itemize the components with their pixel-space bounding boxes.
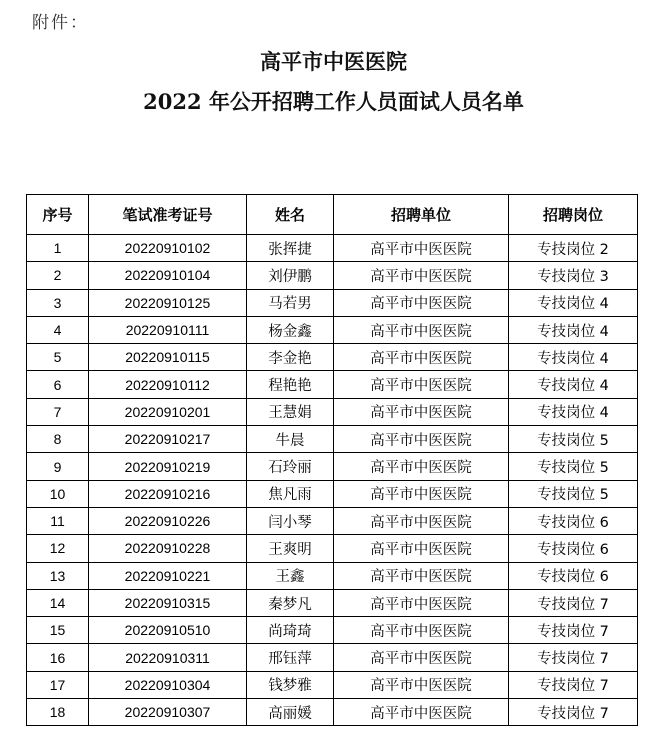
recruiting-unit: 高平市中医医院 [334, 235, 509, 262]
recruiting-unit: 高平市中医医院 [334, 617, 509, 644]
recruiting-unit: 高平市中医医院 [334, 644, 509, 671]
recruiting-position: 专技岗位 3 [509, 262, 638, 289]
row-index: 18 [27, 699, 89, 726]
row-index: 11 [27, 507, 89, 534]
recruiting-unit: 高平市中医医院 [334, 316, 509, 343]
exam-number: 20220910104 [89, 262, 247, 289]
row-index: 16 [27, 644, 89, 671]
header-exam-number: 笔试准考证号 [89, 195, 247, 235]
recruiting-unit: 高平市中医医院 [334, 589, 509, 616]
table-row [27, 480, 638, 507]
candidate-name: 秦梦凡 [247, 589, 334, 616]
candidate-name: 钱梦雅 [247, 671, 334, 698]
row-index: 8 [27, 426, 89, 453]
recruiting-unit: 高平市中医医院 [334, 262, 509, 289]
candidate-name: 王爽明 [247, 535, 334, 562]
row-index: 2 [27, 262, 89, 289]
candidate-name: 王鑫 [247, 562, 334, 589]
recruiting-position: 专技岗位 7 [509, 644, 638, 671]
table-row [27, 507, 638, 534]
recruiting-unit: 高平市中医医院 [334, 671, 509, 698]
table-row [27, 398, 638, 425]
recruiting-position: 专技岗位 6 [509, 535, 638, 562]
candidate-name: 石玲丽 [247, 453, 334, 480]
row-index: 3 [27, 289, 89, 316]
table-row [27, 235, 638, 262]
candidate-name: 邢钰萍 [247, 644, 334, 671]
table-row [27, 562, 638, 589]
candidate-name: 杨金鑫 [247, 316, 334, 343]
candidate-name: 王慧娟 [247, 398, 334, 425]
row-index: 10 [27, 480, 89, 507]
recruiting-position: 专技岗位 5 [509, 480, 638, 507]
recruiting-position: 专技岗位 5 [509, 453, 638, 480]
table-row [27, 344, 638, 371]
candidate-name: 高丽媛 [247, 699, 334, 726]
recruiting-position: 专技岗位 4 [509, 316, 638, 343]
exam-number: 20220910217 [89, 426, 247, 453]
recruiting-unit: 高平市中医医院 [334, 289, 509, 316]
exam-number: 20220910221 [89, 562, 247, 589]
candidate-name: 刘伊鹏 [247, 262, 334, 289]
document-subtitle: 2022 年公开招聘工作人员面试人员名单 [143, 89, 524, 114]
candidate-name: 张挥捷 [247, 235, 334, 262]
recruiting-position: 专技岗位 2 [509, 235, 638, 262]
row-index: 17 [27, 671, 89, 698]
exam-number: 20220910201 [89, 398, 247, 425]
row-index: 7 [27, 398, 89, 425]
table-row [27, 289, 638, 316]
table-row [27, 453, 638, 480]
recruiting-position: 专技岗位 4 [509, 289, 638, 316]
recruiting-position: 专技岗位 6 [509, 562, 638, 589]
recruiting-unit: 高平市中医医院 [334, 535, 509, 562]
recruiting-unit: 高平市中医医院 [334, 507, 509, 534]
exam-number: 20220910111 [89, 316, 247, 343]
interview-list-table [26, 194, 638, 726]
candidate-name: 闫小琴 [247, 507, 334, 534]
recruiting-unit: 高平市中医医院 [334, 371, 509, 398]
recruiting-position: 专技岗位 4 [509, 398, 638, 425]
exam-number: 20220910115 [89, 344, 247, 371]
row-index: 6 [27, 371, 89, 398]
recruiting-position: 专技岗位 4 [509, 371, 638, 398]
exam-number: 20220910102 [89, 235, 247, 262]
recruiting-position: 专技岗位 5 [509, 426, 638, 453]
exam-number: 20220910219 [89, 453, 247, 480]
candidate-name: 马若男 [247, 289, 334, 316]
header-unit: 招聘单位 [334, 195, 509, 235]
recruiting-unit: 高平市中医医院 [334, 480, 509, 507]
header-name: 姓名 [247, 195, 334, 235]
document-title: 高平市中医医院 [260, 49, 407, 74]
header-index: 序号 [27, 195, 89, 235]
table-header-row [27, 195, 638, 235]
exam-number: 20220910228 [89, 535, 247, 562]
exam-number: 20220910311 [89, 644, 247, 671]
table-row [27, 644, 638, 671]
recruiting-position: 专技岗位 6 [509, 507, 638, 534]
table-row [27, 699, 638, 726]
recruiting-position: 专技岗位 7 [509, 589, 638, 616]
exam-number: 20220910216 [89, 480, 247, 507]
recruiting-unit: 高平市中医医院 [334, 562, 509, 589]
row-index: 13 [27, 562, 89, 589]
header-position: 招聘岗位 [509, 195, 638, 235]
attachment-label: 附件： [32, 13, 89, 33]
recruiting-unit: 高平市中医医院 [334, 398, 509, 425]
exam-number: 20220910307 [89, 699, 247, 726]
row-index: 14 [27, 589, 89, 616]
table-row [27, 426, 638, 453]
row-index: 5 [27, 344, 89, 371]
table-row [27, 671, 638, 698]
recruiting-unit: 高平市中医医院 [334, 453, 509, 480]
recruiting-unit: 高平市中医医院 [334, 699, 509, 726]
row-index: 1 [27, 235, 89, 262]
row-index: 4 [27, 316, 89, 343]
table-row [27, 262, 638, 289]
recruiting-unit: 高平市中医医院 [334, 426, 509, 453]
candidate-name: 焦凡雨 [247, 480, 334, 507]
exam-number: 20220910112 [89, 371, 247, 398]
table-body [27, 235, 638, 726]
row-index: 12 [27, 535, 89, 562]
recruiting-position: 专技岗位 7 [509, 617, 638, 644]
table-row [27, 371, 638, 398]
table-row [27, 535, 638, 562]
recruiting-position: 专技岗位 7 [509, 671, 638, 698]
candidate-name: 牛晨 [247, 426, 334, 453]
candidate-name: 尚琦琦 [247, 617, 334, 644]
candidate-name: 李金艳 [247, 344, 334, 371]
candidate-name: 程艳艳 [247, 371, 334, 398]
exam-number: 20220910315 [89, 589, 247, 616]
exam-number: 20220910510 [89, 617, 247, 644]
recruiting-unit: 高平市中医医院 [334, 344, 509, 371]
table-row [27, 617, 638, 644]
table-row [27, 589, 638, 616]
exam-number: 20220910125 [89, 289, 247, 316]
exam-number: 20220910226 [89, 507, 247, 534]
recruiting-position: 专技岗位 7 [509, 699, 638, 726]
table-row [27, 316, 638, 343]
exam-number: 20220910304 [89, 671, 247, 698]
row-index: 15 [27, 617, 89, 644]
row-index: 9 [27, 453, 89, 480]
recruiting-position: 专技岗位 4 [509, 344, 638, 371]
